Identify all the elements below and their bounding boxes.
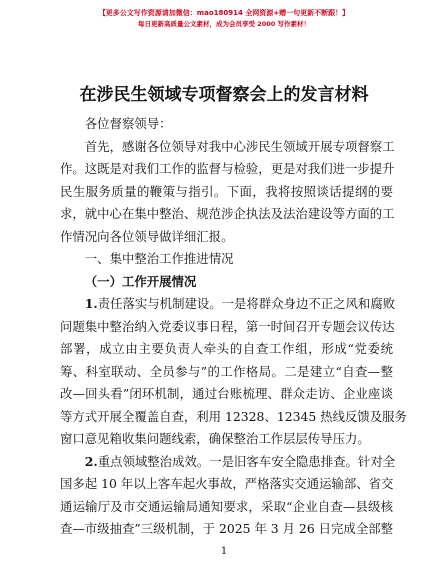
intro-line: 求，就中心在集中整治、规范涉企执法及法治建设等方面的工	[60, 206, 395, 221]
promo-banner	[0, 8, 448, 29]
intro-line: 首先，感谢各位领导对我中心涉民生领域开展专项督察工	[84, 138, 395, 154]
item-1-first-line	[60, 293, 396, 316]
intro-paragraph	[60, 136, 393, 249]
item-1-line: 部署，成立由主要负责人牵头的自查工作组，形成“党委统	[60, 341, 393, 356]
section-1-heading: 一、集中整治工作推进情况	[84, 251, 234, 266]
item-2-paragraph	[60, 451, 396, 541]
document-body	[60, 113, 407, 541]
page-number: 1	[220, 546, 228, 557]
salutation-text: 各位督察领导：	[84, 116, 172, 131]
subsection-1-heading: （一）工作开展情况	[84, 273, 197, 289]
promo-banner-line-2: 每日更新高质量公文素材，成为会员享受 2000 写作素材！	[137, 20, 311, 28]
item-2-first-line-text: 重点领域整治成效。一是旧客车安全隐患排查。针对全	[97, 453, 396, 469]
item-2-line: 查—市级抽查”三级机制，于 2025 年 3 月 26 日完成全部整	[60, 521, 393, 536]
item-1-paragraph	[60, 293, 407, 451]
item-1-first-line-text: 责任落实与机制建设。一是将群众身边不正之风和腐败	[97, 296, 396, 311]
item-1-line: 等方式开展全覆盖自查，利用 12328、12345 热线反馈及服务	[60, 408, 407, 424]
salutation	[60, 113, 393, 136]
item-1-line: 改—回头看”闭环机制，通过台账梳理、群众走访、企业座谈	[60, 386, 393, 401]
item-1-line: 问题集中整治纳入党委议事日程，第一时间召开专题会议传达	[60, 318, 395, 334]
intro-line: 民生服务质量的鞭策与指引。下面，我将按照谈话提纲的要	[60, 183, 393, 199]
subsection-heading	[60, 271, 393, 294]
intro-line: 作。这既是对我们工作的监督与检验，更是对我们进一步提升	[60, 161, 395, 176]
item-2-first-line	[60, 451, 396, 474]
document-title: 在涉民生领域专项督察会上的发言材料	[79, 85, 369, 105]
item-1-number: 1.	[84, 296, 98, 311]
promo-banner-line-1: 【更多公文写作资源请加微信：mao180914 全网资源+赠一句更新不断跟！】	[98, 9, 350, 17]
item-1-line: 窗口意见箱收集问题线索，确保整治工作层层传导压力。	[60, 431, 370, 446]
item-1-line: 筹、科室联动、全员参与”的工作格局。二是建立“自查—整	[60, 363, 393, 379]
item-2-number: 2.	[84, 453, 98, 469]
intro-line: 作情况向各位领导做详细汇报。	[60, 228, 234, 244]
item-2-line: 国多起 10 年以上客车起火事故，严格落实交通运输部、省交	[60, 476, 394, 491]
item-2-line: 通运输厅及市交通运输局通知要求，采取“企业自查—县级核	[60, 498, 393, 514]
section-heading	[60, 248, 393, 271]
